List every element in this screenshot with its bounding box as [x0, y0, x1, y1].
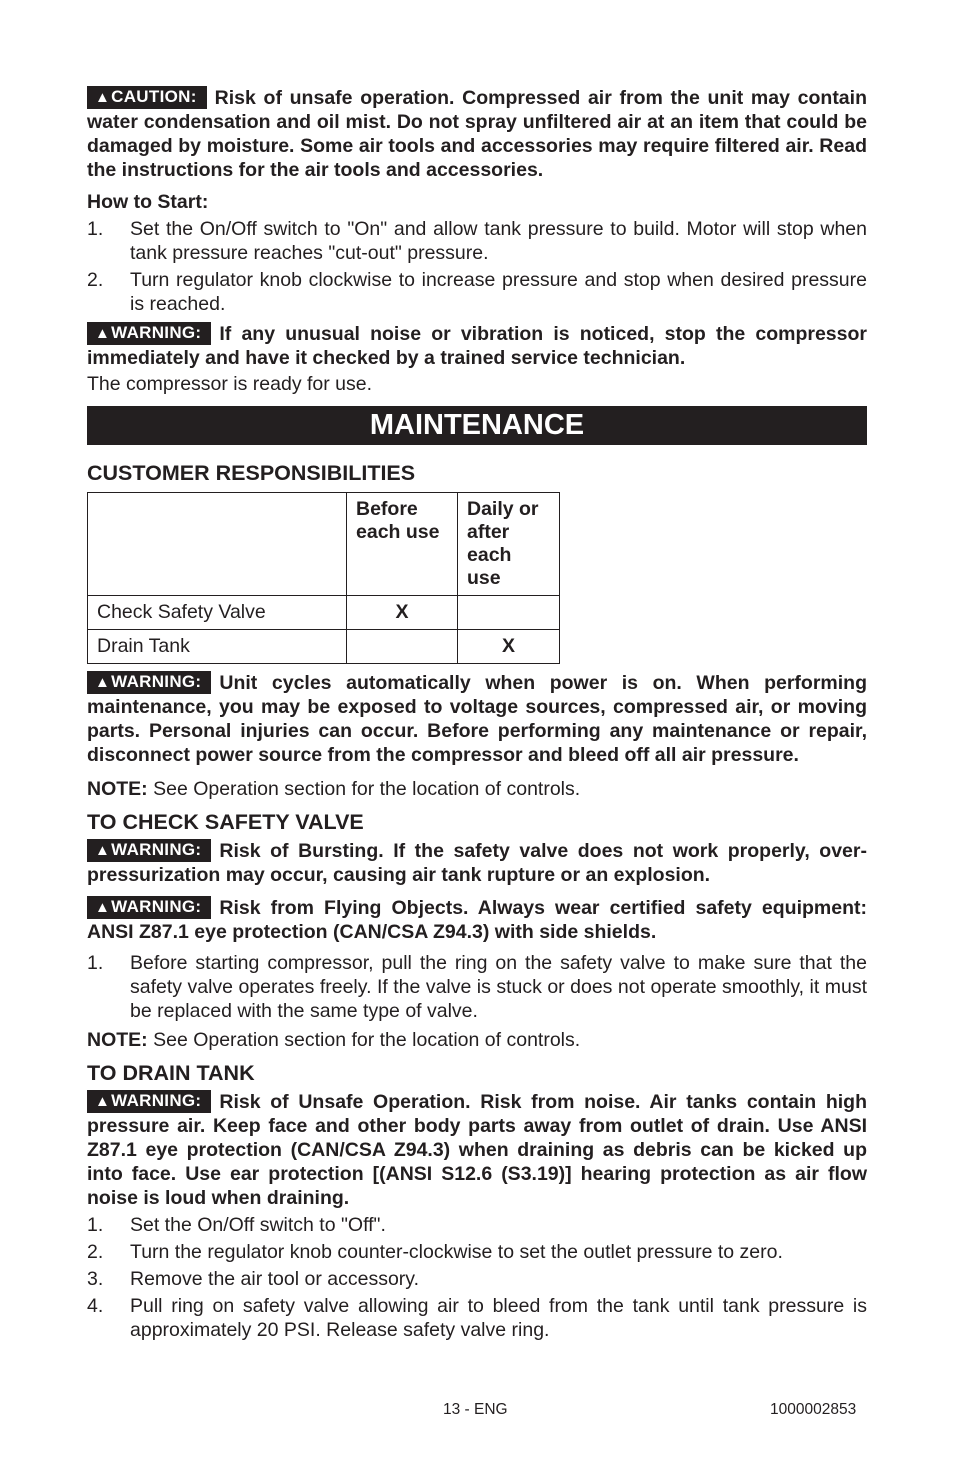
- warning-flying-objects: ▲WARNING: Risk from Flying Objects. Always wear certified safety equipment: ANSI Z87.1 eye protection (CAN/CSA Z94.3) with side shields.: [87, 897, 867, 943]
- warning-risk-bursting: ▲WARNING: Risk of Bursting. If the safety valve does not work properly, over-pressurization may occur, causing air tank rupture or an explosion.: [87, 840, 867, 886]
- table-cell-daily: X: [458, 630, 560, 664]
- list-item: 2. Turn regulator knob clockwise to increase pressure and stop when desired pressure is reached.: [87, 269, 867, 315]
- warning-triangle-icon: ▲: [95, 325, 111, 342]
- note-controls: NOTE: See Operation section for the location of controls.: [87, 778, 581, 800]
- list-item: 2. Turn the regulator knob counter-clockwise to set the outlet pressure to zero.: [87, 1241, 783, 1263]
- warning-triangle-icon: ▲: [95, 1093, 111, 1110]
- table-row: [88, 630, 560, 664]
- caution-risk-unsafe-operation: ▲CAUTION: Risk of unsafe operation. Compressed air from the unit may contain water condensation and oil mist. Do not spray unfiltered air at an item that could be damaged by moisture. Some air tools and accessories may require filtered air. Read the instructions for the air tools and accessories.: [87, 87, 867, 181]
- customer-responsibilities-title: CUSTOMER RESPONSIBILITIES: [87, 461, 416, 485]
- table-header-blank: [88, 493, 347, 596]
- list-item: 4. Pull ring on safety valve allowing air to bleed from the tank until tank pressure is approximately 20 PSI. Release safety valve ring.: [87, 1295, 867, 1341]
- manual-page: [87, 86, 867, 1345]
- list-item: 1. Set the On/Off switch to "Off".: [87, 1214, 386, 1236]
- warning-triangle-icon: ▲: [95, 89, 111, 106]
- table-header-row: [88, 493, 560, 596]
- customer-responsibilities-table: [87, 492, 560, 664]
- table-cell-label: Drain Tank: [88, 630, 347, 664]
- table-header-before: Before each use: [347, 493, 458, 596]
- warning-triangle-icon: ▲: [95, 899, 111, 916]
- drain-tank-title: TO DRAIN TANK: [87, 1061, 255, 1085]
- table-cell-daily: [458, 596, 560, 630]
- caution-badge: ▲CAUTION:: [87, 86, 207, 109]
- warning-unusual-noise: ▲WARNING: If any unusual noise or vibration is noticed, stop the compressor immediately and have it checked by a trained service technician.: [87, 323, 867, 369]
- page-number: 13 - ENG: [443, 1401, 508, 1418]
- table-cell-before: X: [347, 596, 458, 630]
- warning-triangle-icon: ▲: [95, 674, 111, 691]
- warning-badge: ▲WARNING:: [87, 1090, 211, 1113]
- warning-badge: ▲WARNING:: [87, 839, 211, 862]
- warning-badge: ▲WARNING:: [87, 896, 211, 919]
- warning-badge: ▲WARNING:: [87, 322, 211, 345]
- ready-text: The compressor is ready for use.: [87, 373, 373, 395]
- table-header-daily: Daily or after each use: [458, 493, 560, 596]
- warning-unsafe-operation-noise: ▲WARNING: Risk of Unsafe Operation. Risk from noise. Air tanks contain high pressure air. Keep face and other body parts away from outlet of drain. Use ANSI Z87.1 eye protection (CAN/CSA Z94.3) when draining as debris can be kicked up into face. Use ear protection [(ANSI S12.6 (S3.19)] hearing protection as air flow noise is loud when draining.: [87, 1091, 867, 1209]
- safety-valve-steps: [87, 951, 867, 1023]
- table-cell-before: [347, 630, 458, 664]
- list-item: 1. Before starting compressor, pull the ring on the safety valve to make sure that the safety valve operates freely. If the valve is stuck or does not operate smoothly, it must be replaced with the same type of valve.: [87, 952, 867, 1022]
- document-number: 1000002853: [770, 1401, 857, 1418]
- warning-triangle-icon: ▲: [95, 842, 111, 859]
- how-to-start-title: How to Start:: [87, 191, 209, 213]
- how-to-start-steps: [87, 217, 867, 316]
- list-item: 1. Set the On/Off switch to "On" and allow tank pressure to build. Motor will stop when tank pressure reaches "cut-out" pressure.: [87, 218, 867, 264]
- note-controls: NOTE: See Operation section for the location of controls.: [87, 1029, 581, 1051]
- safety-valve-title: TO CHECK SAFETY VALVE: [87, 810, 364, 834]
- maintenance-banner: MAINTENANCE: [87, 406, 867, 445]
- table-row: [88, 596, 560, 630]
- warning-unit-cycles: ▲WARNING: Unit cycles automatically when power is on. When performing maintenance, you may be exposed to voltage sources, compressed air, or moving parts. Personal injuries can occur. Before performing any maintenance or repair, disconnect power source from the compressor and bleed off all air pressure.: [87, 672, 867, 766]
- drain-tank-steps: [87, 1213, 867, 1342]
- warning-badge: ▲WARNING:: [87, 671, 211, 694]
- table-cell-label: Check Safety Valve: [88, 596, 347, 630]
- list-item: 3. Remove the air tool or accessory.: [87, 1268, 420, 1290]
